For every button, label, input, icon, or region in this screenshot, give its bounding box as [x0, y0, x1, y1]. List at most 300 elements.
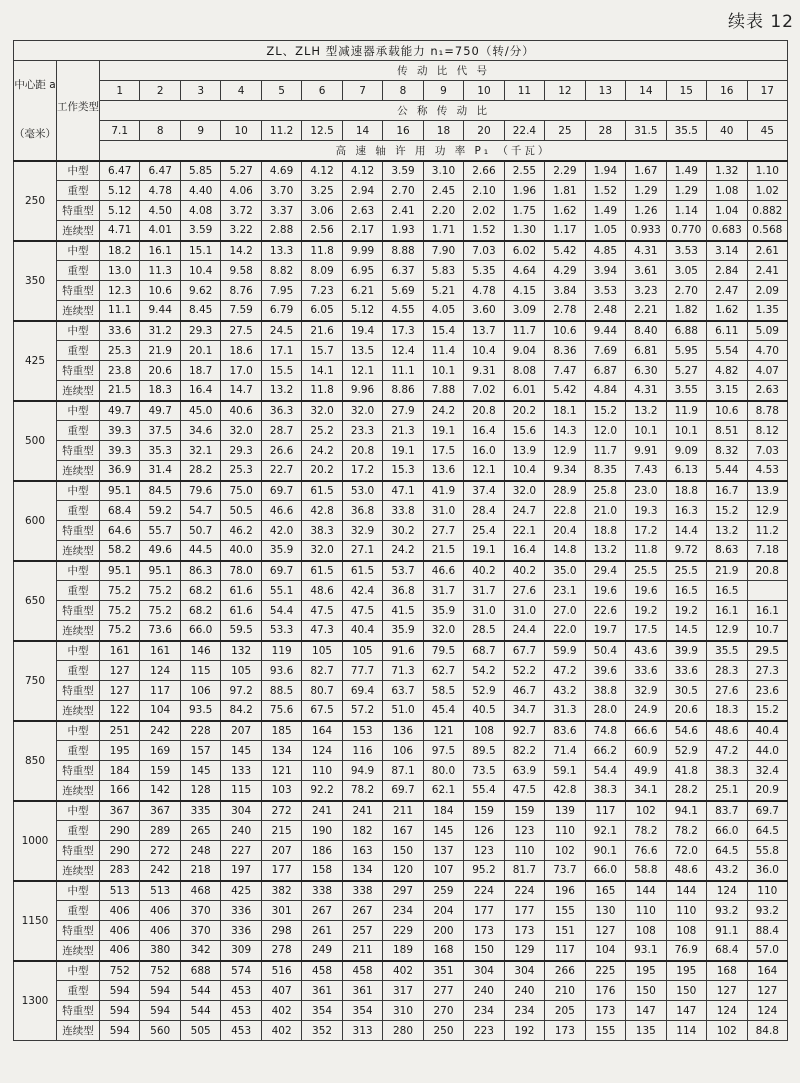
power-value-cell: 13.3 [261, 241, 301, 261]
power-value-cell: 59.1 [545, 761, 585, 781]
power-value-cell: 102 [545, 841, 585, 861]
power-value-cell: 354 [342, 1001, 382, 1021]
power-value-cell: 52.2 [504, 661, 544, 681]
power-value-cell: 544 [180, 1001, 220, 1021]
work-type-cell: 重型 [57, 261, 100, 281]
nominal-ratio-cell: 22.4 [504, 121, 544, 141]
power-value-cell: 28.3 [707, 661, 747, 681]
table-row [14, 781, 788, 801]
power-value-cell: 150 [383, 841, 423, 861]
work-type-cell: 连续型 [57, 701, 100, 721]
center-distance-cell: 1000 [14, 801, 57, 881]
power-value-cell: 103 [261, 781, 301, 801]
power-value-cell: 66.0 [180, 621, 220, 641]
power-value-cell: 58.2 [100, 541, 140, 561]
power-value-cell: 8.32 [707, 441, 747, 461]
table-row [14, 721, 788, 741]
work-type-cell: 连续型 [57, 941, 100, 961]
table-row [14, 901, 788, 921]
power-value-cell: 36.3 [261, 401, 301, 421]
power-value-cell: 35.0 [545, 561, 585, 581]
power-value-cell: 45.0 [180, 401, 220, 421]
power-value-cell: 127 [707, 981, 747, 1001]
power-value-cell: 3.14 [707, 241, 747, 261]
power-value-cell: 31.3 [545, 701, 585, 721]
power-value-cell: 8.88 [383, 241, 423, 261]
power-value-cell: 11.3 [140, 261, 180, 281]
power-value-cell: 342 [180, 941, 220, 961]
power-value-cell: 132 [221, 641, 261, 661]
power-value-cell: 6.13 [666, 461, 706, 481]
ratio-code-cell: 2 [140, 81, 180, 101]
power-value-cell: 1.71 [423, 221, 463, 241]
power-value-cell: 278 [261, 941, 301, 961]
power-value-cell: 210 [545, 981, 585, 1001]
power-value-cell: 32.9 [342, 521, 382, 541]
power-value-cell: 1.08 [707, 181, 747, 201]
power-value-cell: 15.2 [747, 701, 788, 721]
power-value-cell: 223 [464, 1021, 504, 1041]
power-value-cell: 11.8 [302, 381, 342, 401]
power-value-cell: 309 [221, 941, 261, 961]
power-value-cell: 195 [666, 961, 706, 981]
power-value-cell: 30.2 [383, 521, 423, 541]
power-value-cell: 107 [423, 861, 463, 881]
power-value-cell: 39.3 [100, 441, 140, 461]
power-value-cell: 234 [504, 1001, 544, 1021]
power-value-cell: 16.3 [666, 501, 706, 521]
power-value-cell: 9.09 [666, 441, 706, 461]
work-type-cell: 连续型 [57, 621, 100, 641]
table-row [14, 561, 788, 581]
center-distance-label: 中心距 a [14, 78, 56, 91]
power-value-cell: 12.1 [342, 361, 382, 381]
power-value-cell: 163 [342, 841, 382, 861]
power-value-cell: 38.3 [585, 781, 625, 801]
power-value-cell: 86.3 [180, 561, 220, 581]
power-value-cell: 301 [261, 901, 301, 921]
power-value-cell: 164 [747, 961, 788, 981]
power-value-cell: 7.02 [464, 381, 504, 401]
work-type-cell: 中型 [57, 561, 100, 581]
power-value-cell: 361 [302, 981, 342, 1001]
power-value-cell: 119 [261, 641, 301, 661]
table-row [14, 661, 788, 681]
ratio-code-cell: 17 [747, 81, 788, 101]
table-row [14, 801, 788, 821]
power-value-cell: 27.9 [383, 401, 423, 421]
power-value-cell: 18.7 [180, 361, 220, 381]
power-value-cell: 0.568 [747, 221, 788, 241]
power-value-cell: 0.882 [747, 201, 788, 221]
power-value-cell: 10.1 [666, 421, 706, 441]
table-row [14, 961, 788, 981]
power-value-cell: 207 [261, 841, 301, 861]
power-value-cell: 127 [747, 981, 788, 1001]
power-value-cell: 32.0 [423, 621, 463, 641]
power-value-cell: 92.1 [585, 821, 625, 841]
power-value-cell: 11.8 [302, 241, 342, 261]
power-value-cell: 6.02 [504, 241, 544, 261]
power-value-cell: 7.03 [464, 241, 504, 261]
power-value-cell: 1.14 [666, 201, 706, 221]
power-value-cell: 26.6 [261, 441, 301, 461]
power-value-cell: 1.32 [707, 161, 747, 181]
center-distance-cell: 425 [14, 321, 57, 401]
work-type-cell: 特重型 [57, 281, 100, 301]
power-value-cell: 8.82 [261, 261, 301, 281]
power-value-cell: 90.1 [585, 841, 625, 861]
power-value-cell: 30.5 [666, 681, 706, 701]
table-row [14, 741, 788, 761]
power-value-cell: 204 [423, 901, 463, 921]
work-type-cell: 中型 [57, 481, 100, 501]
power-value-cell: 97.2 [221, 681, 261, 701]
power-value-cell: 16.4 [180, 381, 220, 401]
power-value-cell: 106 [383, 741, 423, 761]
power-value-cell: 5.21 [423, 281, 463, 301]
work-type-cell: 连续型 [57, 461, 100, 481]
power-value-cell: 37.5 [140, 421, 180, 441]
power-value-cell: 104 [585, 941, 625, 961]
power-value-cell: 11.1 [100, 301, 140, 321]
power-value-cell: 9.34 [545, 461, 585, 481]
power-value-cell: 144 [666, 881, 706, 901]
power-value-cell: 6.21 [342, 281, 382, 301]
power-value-cell: 234 [383, 901, 423, 921]
power-value-cell: 0.933 [626, 221, 666, 241]
power-value-cell: 186 [302, 841, 342, 861]
power-value-cell: 159 [504, 801, 544, 821]
power-value-cell: 76.9 [666, 941, 706, 961]
power-value-cell: 47.5 [342, 601, 382, 621]
power-value-cell: 3.55 [666, 381, 706, 401]
power-value-cell: 11.8 [626, 541, 666, 561]
power-value-cell: 121 [423, 721, 463, 741]
power-value-cell: 13.7 [464, 321, 504, 341]
power-value-cell: 93.6 [261, 661, 301, 681]
power-value-cell: 44.5 [180, 541, 220, 561]
power-value-cell: 21.3 [383, 421, 423, 441]
power-value-cell: 2.55 [504, 161, 544, 181]
power-value-cell: 9.62 [180, 281, 220, 301]
ratio-code-header: 传 动 比 代 号 [100, 61, 788, 81]
power-value-cell: 7.90 [423, 241, 463, 261]
power-value-cell: 68.4 [707, 941, 747, 961]
power-value-cell: 15.1 [180, 241, 220, 261]
power-value-cell: 23.6 [747, 681, 788, 701]
power-value-cell: 2.61 [747, 241, 788, 261]
power-value-cell: 15.3 [383, 461, 423, 481]
power-value-cell: 123 [504, 821, 544, 841]
power-value-cell: 27.3 [747, 661, 788, 681]
power-value-cell: 115 [180, 661, 220, 681]
power-value-cell: 406 [100, 921, 140, 941]
work-type-cell: 特重型 [57, 361, 100, 381]
power-value-cell: 304 [504, 961, 544, 981]
power-value-cell: 290 [100, 821, 140, 841]
power-value-cell: 87.1 [383, 761, 423, 781]
power-value-cell: 49.9 [626, 761, 666, 781]
power-value-cell: 110 [626, 901, 666, 921]
power-value-cell: 147 [626, 1001, 666, 1021]
nominal-ratio-cell: 20 [464, 121, 504, 141]
power-value-cell: 10.1 [423, 361, 463, 381]
work-type-cell: 特重型 [57, 921, 100, 941]
power-value-cell: 2.20 [423, 201, 463, 221]
power-value-cell: 25.5 [626, 561, 666, 581]
power-value-cell: 402 [383, 961, 423, 981]
power-value-cell: 6.79 [261, 301, 301, 321]
power-value-cell: 2.56 [302, 221, 342, 241]
power-value-cell: 14.5 [666, 621, 706, 641]
power-value-cell: 8.12 [747, 421, 788, 441]
work-type-header-spacer [57, 141, 100, 161]
power-value-cell: 7.43 [626, 461, 666, 481]
power-value-cell: 66.0 [585, 861, 625, 881]
power-value-cell: 40.6 [221, 401, 261, 421]
power-value-cell: 14.2 [221, 241, 261, 261]
work-type-cell: 重型 [57, 661, 100, 681]
power-value-cell: 50.7 [180, 521, 220, 541]
power-value-cell: 19.1 [383, 441, 423, 461]
power-value-cell: 310 [383, 1001, 423, 1021]
table-row [14, 241, 788, 261]
table-row [14, 601, 788, 621]
power-value-cell: 277 [423, 981, 463, 1001]
power-value-cell: 12.4 [383, 341, 423, 361]
work-type-cell: 中型 [57, 961, 100, 981]
power-value-cell: 34.1 [626, 781, 666, 801]
power-value-cell: 40.0 [221, 541, 261, 561]
power-value-cell: 192 [504, 1021, 544, 1041]
power-value-cell: 7.95 [261, 281, 301, 301]
power-value-cell: 40.4 [342, 621, 382, 641]
power-value-cell: 60.9 [626, 741, 666, 761]
power-header-row [14, 141, 788, 161]
power-value-cell: 9.58 [221, 261, 261, 281]
power-value-cell: 5.42 [545, 241, 585, 261]
power-value-cell: 516 [261, 961, 301, 981]
power-value-cell: 173 [504, 921, 544, 941]
power-value-cell: 55.1 [261, 581, 301, 601]
power-value-cell: 184 [100, 761, 140, 781]
power-value-cell: 304 [221, 801, 261, 821]
power-value-cell: 19.1 [464, 541, 504, 561]
table-row [14, 641, 788, 661]
power-value-cell: 31.4 [140, 461, 180, 481]
power-value-cell: 117 [545, 941, 585, 961]
power-value-cell: 92.7 [504, 721, 544, 741]
table-row [14, 621, 788, 641]
power-value-cell: 124 [707, 1001, 747, 1021]
power-value-cell: 153 [342, 721, 382, 741]
power-value-cell: 280 [383, 1021, 423, 1041]
power-value-cell [747, 581, 788, 601]
power-value-cell: 58.5 [423, 681, 463, 701]
work-type-cell: 特重型 [57, 841, 100, 861]
power-value-cell: 129 [504, 941, 544, 961]
power-value-cell: 594 [100, 1021, 140, 1041]
power-value-cell: 370 [180, 921, 220, 941]
power-value-cell: 9.99 [342, 241, 382, 261]
power-value-cell: 17.0 [221, 361, 261, 381]
power-value-cell: 43.2 [545, 681, 585, 701]
power-value-cell: 20.6 [666, 701, 706, 721]
power-value-cell: 38.8 [585, 681, 625, 701]
power-value-cell: 6.30 [626, 361, 666, 381]
power-value-cell: 32.4 [747, 761, 788, 781]
power-value-cell: 52.9 [464, 681, 504, 701]
power-value-cell: 215 [261, 821, 301, 841]
power-value-cell: 55.4 [464, 781, 504, 801]
table-row [14, 981, 788, 1001]
power-value-cell: 137 [423, 841, 463, 861]
power-value-cell: 184 [423, 801, 463, 821]
power-value-cell: 78.2 [342, 781, 382, 801]
power-value-cell: 97.5 [423, 741, 463, 761]
table-row [14, 341, 788, 361]
power-value-cell: 157 [180, 741, 220, 761]
power-value-cell: 31.0 [504, 601, 544, 621]
power-value-cell: 2.41 [383, 201, 423, 221]
power-value-cell: 88.5 [261, 681, 301, 701]
power-value-cell: 32.0 [302, 401, 342, 421]
work-type-cell: 中型 [57, 801, 100, 821]
power-value-cell: 88.4 [747, 921, 788, 941]
power-value-cell: 240 [504, 981, 544, 1001]
power-value-cell: 22.8 [545, 501, 585, 521]
power-value-cell: 8.51 [707, 421, 747, 441]
power-value-cell: 25.3 [100, 341, 140, 361]
power-value-cell: 54.7 [180, 501, 220, 521]
power-value-cell: 29.3 [221, 441, 261, 461]
nominal-ratio-cell: 31.5 [626, 121, 666, 141]
power-value-cell: 8.45 [180, 301, 220, 321]
power-value-cell: 7.47 [545, 361, 585, 381]
power-value-cell: 367 [100, 801, 140, 821]
center-distance-header [14, 61, 57, 161]
power-value-cell: 752 [140, 961, 180, 981]
power-value-cell: 4.64 [504, 261, 544, 281]
power-value-cell: 33.6 [100, 321, 140, 341]
power-value-cell: 15.2 [707, 501, 747, 521]
power-value-cell: 84.5 [140, 481, 180, 501]
power-value-cell: 4.78 [464, 281, 504, 301]
power-value-cell: 2.66 [464, 161, 504, 181]
power-value-cell: 8.63 [707, 541, 747, 561]
power-value-cell: 13.2 [585, 541, 625, 561]
power-value-cell: 2.78 [545, 301, 585, 321]
table-row [14, 261, 788, 281]
work-type-header [57, 61, 100, 141]
power-value-cell: 36.8 [383, 581, 423, 601]
power-value-cell: 211 [342, 941, 382, 961]
ratio-code-cell: 16 [707, 81, 747, 101]
power-value-cell: 5.54 [707, 341, 747, 361]
power-value-cell: 16.1 [747, 601, 788, 621]
center-distance-cell: 750 [14, 641, 57, 721]
power-value-cell: 24.7 [504, 501, 544, 521]
power-value-cell: 102 [707, 1021, 747, 1041]
power-value-cell: 402 [261, 1001, 301, 1021]
power-value-cell: 39.6 [585, 661, 625, 681]
power-value-cell: 105 [342, 641, 382, 661]
power-value-cell: 28.9 [545, 481, 585, 501]
center-distance-cell: 350 [14, 241, 57, 321]
power-value-cell: 14.8 [545, 541, 585, 561]
power-value-cell: 82.2 [504, 741, 544, 761]
ratio-code-cell: 3 [180, 81, 220, 101]
power-value-cell: 35.5 [707, 641, 747, 661]
power-value-cell: 5.12 [342, 301, 382, 321]
power-value-cell: 3.84 [545, 281, 585, 301]
power-value-cell: 151 [545, 921, 585, 941]
power-value-cell: 91.1 [707, 921, 747, 941]
power-value-cell: 35.9 [383, 621, 423, 641]
power-value-cell: 25.4 [464, 521, 504, 541]
table-row [14, 701, 788, 721]
power-value-cell: 53.3 [261, 621, 301, 641]
power-value-cell: 7.88 [423, 381, 463, 401]
power-value-cell: 126 [464, 821, 504, 841]
table-row [14, 201, 788, 221]
power-value-cell: 134 [261, 741, 301, 761]
power-value-cell: 29.5 [747, 641, 788, 661]
power-value-cell: 61.6 [221, 581, 261, 601]
power-value-cell: 146 [180, 641, 220, 661]
work-type-cell: 连续型 [57, 221, 100, 241]
power-value-cell: 4.06 [221, 181, 261, 201]
power-value-cell: 75.0 [221, 481, 261, 501]
power-value-cell: 176 [585, 981, 625, 1001]
nominal-ratios-row [14, 121, 788, 141]
power-value-cell: 5.35 [464, 261, 504, 281]
power-value-cell: 458 [302, 961, 342, 981]
power-value-cell: 200 [423, 921, 463, 941]
power-value-cell: 49.7 [140, 401, 180, 421]
work-type-cell: 重型 [57, 741, 100, 761]
power-value-cell: 32.0 [504, 481, 544, 501]
table-row [14, 861, 788, 881]
power-value-cell: 406 [100, 941, 140, 961]
power-value-cell: 8.08 [504, 361, 544, 381]
power-value-cell: 40.2 [504, 561, 544, 581]
power-value-cell: 36.8 [342, 501, 382, 521]
power-value-cell: 68.4 [100, 501, 140, 521]
work-type-cell: 特重型 [57, 761, 100, 781]
power-value-cell: 250 [423, 1021, 463, 1041]
power-value-cell: 195 [100, 741, 140, 761]
power-value-cell: 53.0 [342, 481, 382, 501]
power-value-cell: 367 [140, 801, 180, 821]
power-value-cell: 82.7 [302, 661, 342, 681]
power-value-cell: 28.0 [585, 701, 625, 721]
power-value-cell: 145 [423, 821, 463, 841]
power-value-cell: 406 [140, 921, 180, 941]
power-value-cell: 106 [180, 681, 220, 701]
power-value-cell: 5.09 [747, 321, 788, 341]
power-value-cell: 28.7 [261, 421, 301, 441]
power-value-cell: 158 [302, 861, 342, 881]
power-value-cell: 3.72 [221, 201, 261, 221]
power-value-cell: 3.53 [666, 241, 706, 261]
power-value-cell: 336 [221, 901, 261, 921]
power-value-cell: 15.5 [261, 361, 301, 381]
work-type-cell: 重型 [57, 981, 100, 1001]
power-value-cell: 68.7 [464, 641, 504, 661]
power-value-cell: 270 [423, 1001, 463, 1021]
